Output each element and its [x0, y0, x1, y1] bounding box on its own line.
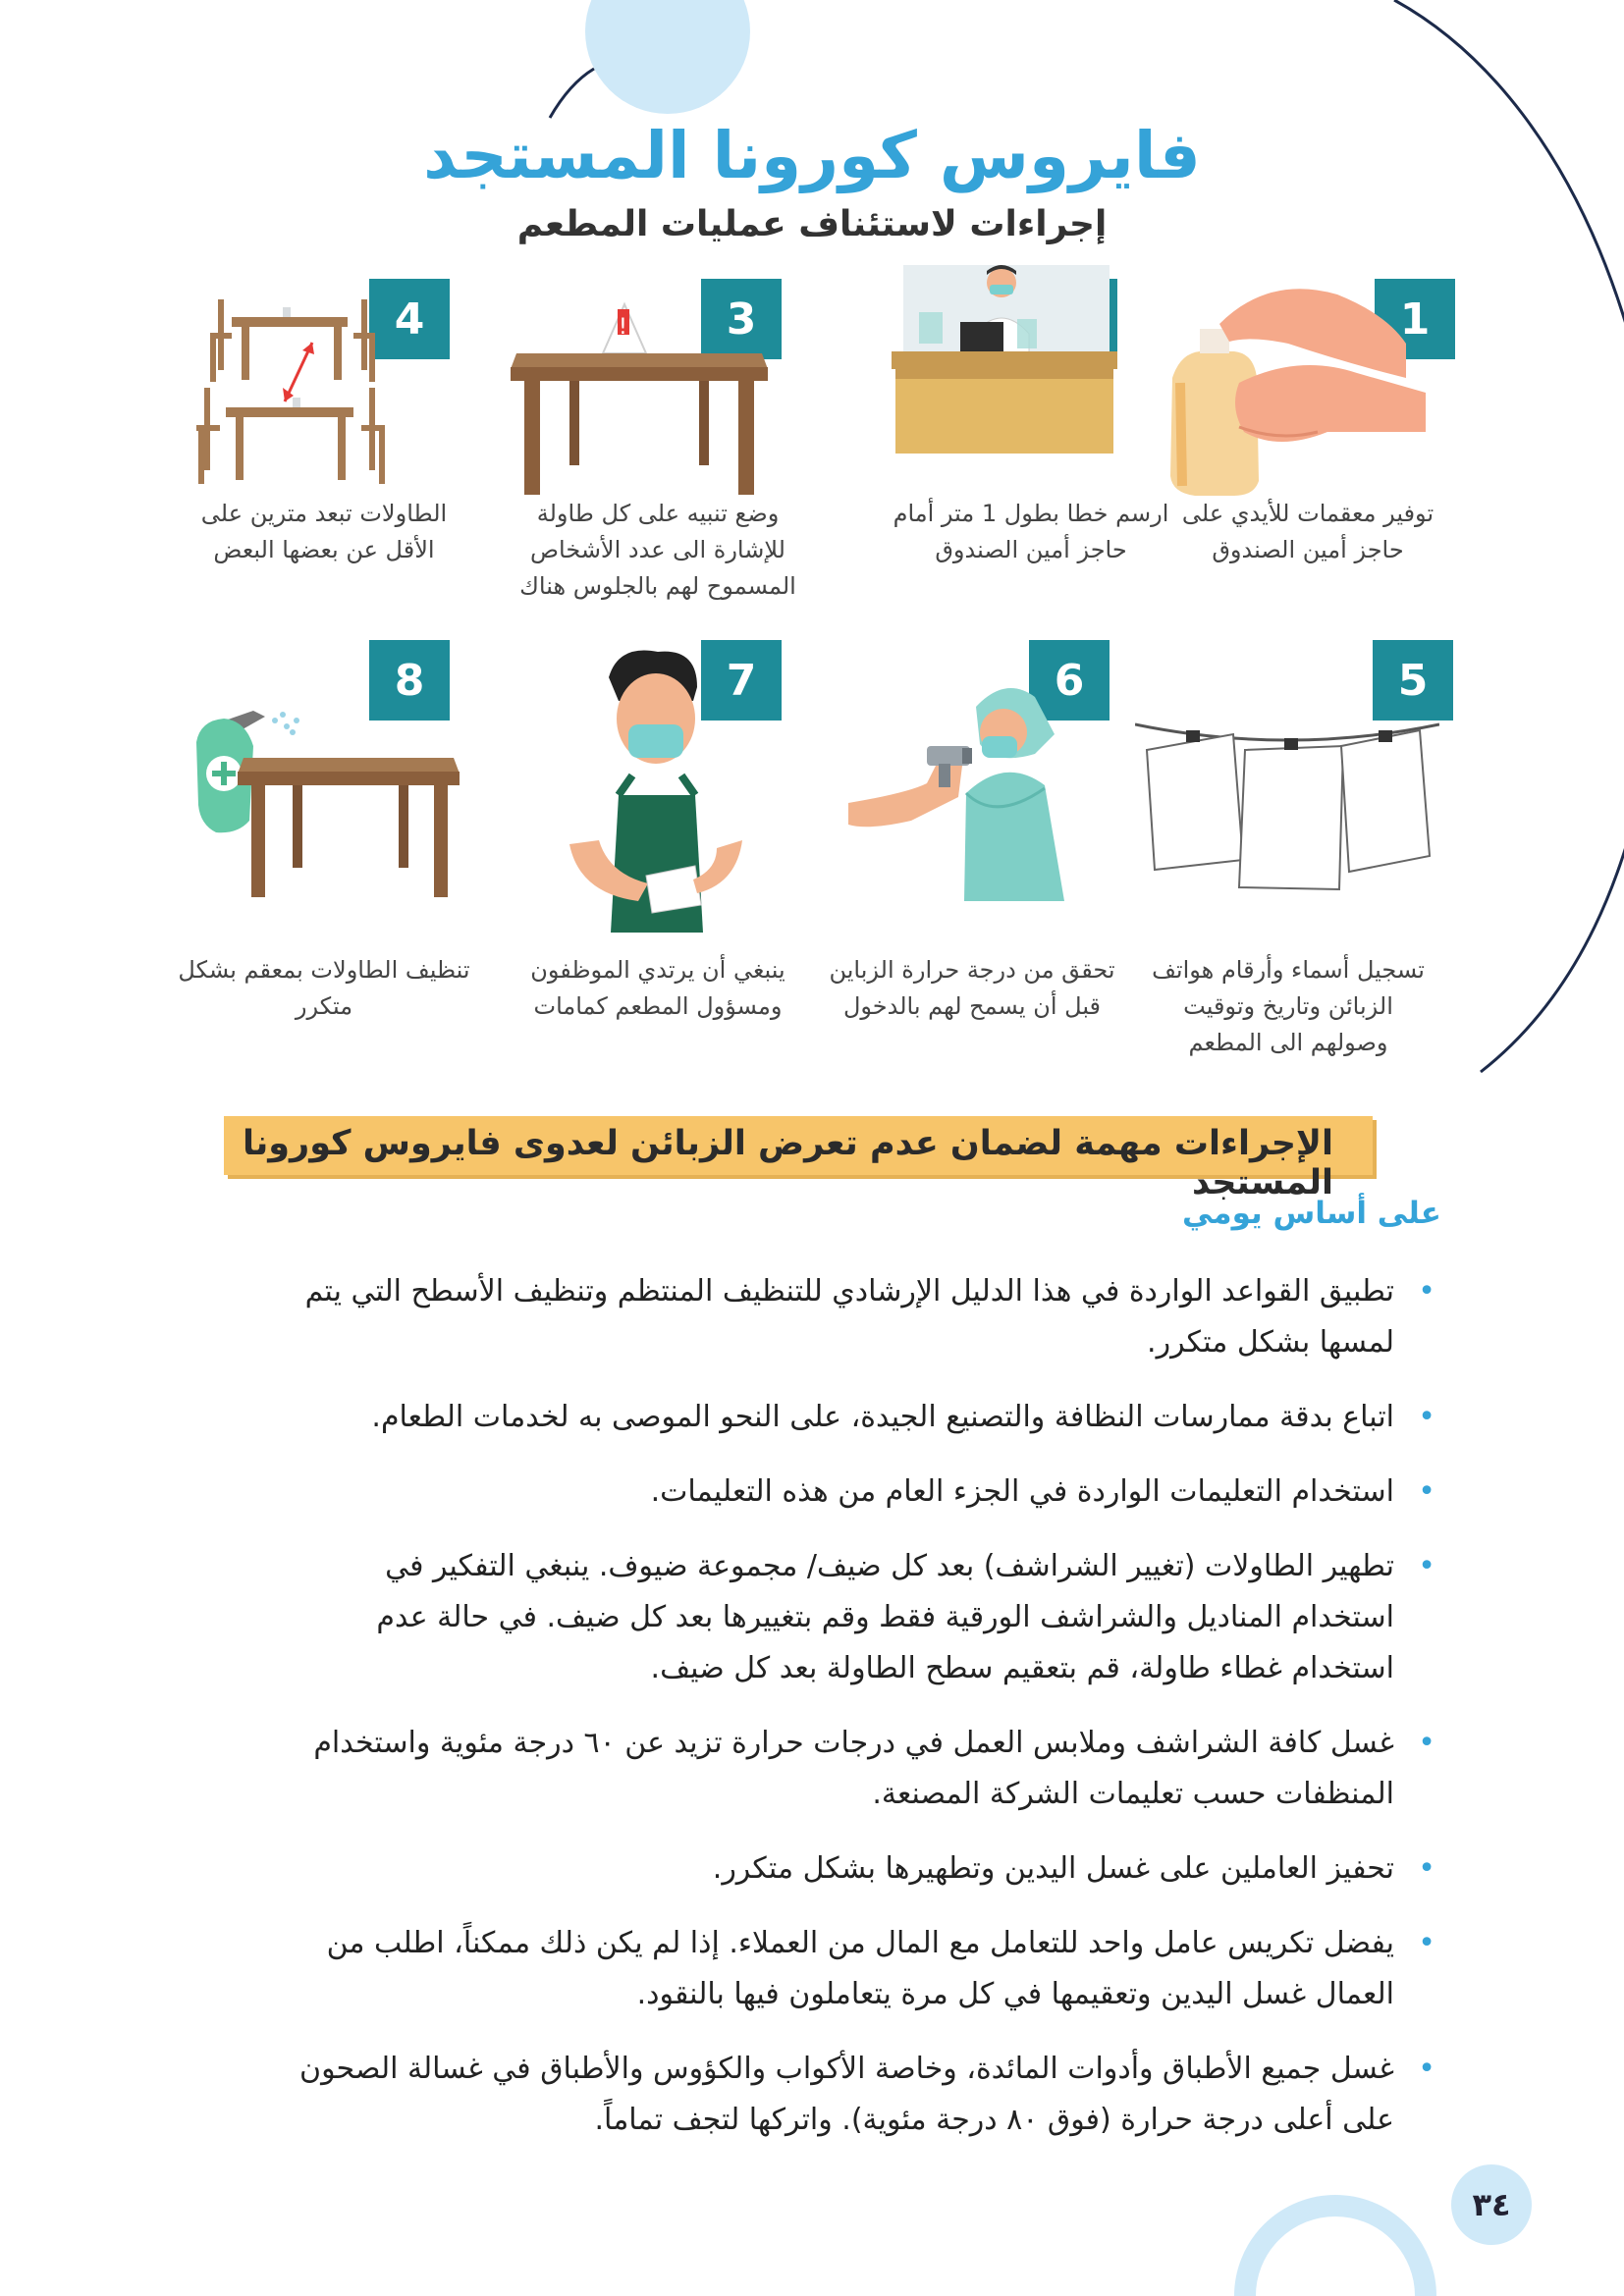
bullet-marker: •: [1418, 1851, 1435, 1886]
step-6: [825, 628, 1119, 1020]
masked-waiter-illustration: [550, 648, 766, 933]
top-circle-decoration: [585, 0, 750, 114]
step-5: [1141, 628, 1435, 1056]
cashier-counter-illustration: [892, 265, 1117, 456]
list-item-text: غسل جميع الأطباق وأدوات المائدة، وخاصة الأكواب والكؤوس والأطباق في غسالة الصحون على أعلى درجة حرارة (فوق ٨٠ درجة مئوية). واتركها لتجف تماماً.: [299, 2052, 1394, 2137]
step-2: [884, 265, 1178, 638]
step-caption: تحقق من درجة حرارة الزباين قبل أن يسمح لهم بالدخول: [829, 956, 1115, 1020]
list-item-text: يفضل تكريس عامل واحد للتعامل مع المال من العملاء. إذا لم يكن ذلك ممكناً، اطلب من العمال غسل اليدين وتعقيمها في كل مرة يتعاملون فيها بالنقود.: [326, 1926, 1394, 2011]
bullet-marker: •: [1418, 1474, 1435, 1509]
list-item: [295, 2044, 1435, 2146]
bullet-marker: •: [1418, 1726, 1435, 1760]
step-1: [1161, 265, 1455, 638]
table-disinfect-illustration: [194, 677, 469, 903]
svg-text:!: !: [619, 315, 627, 340]
step-caption: ينبغي أن يرتدي الموظفون ومسؤول المطعم كمامات: [530, 956, 785, 1020]
step-caption: الطاولات تبعد مترين على الأقل عن بعضها البعض: [200, 500, 448, 563]
bullet-marker: •: [1418, 1274, 1435, 1308]
step-number-badge: 1: [1375, 279, 1455, 359]
daily-measures-list: [295, 1266, 1435, 2169]
step-number-badge: 4: [369, 279, 450, 359]
step-number-badge: 7: [701, 640, 782, 721]
list-item-text: تحفيز العاملين على غسل اليدين وتطهيرها بشكل متكرر.: [712, 1851, 1394, 1886]
list-item-text: تطهير الطاولات (تغيير الشراشف) بعد كل ضيف/ مجموعة ضيوف. ينبغي التفكير في استخدام المناديل والشراشف الورقية فقط وقم بتغييرها بعد كل ضيف. في حالة عدم استخدام غطاء طاولة، قم بتعقيم سطح الطاولة بعد كل ضيف.: [376, 1549, 1394, 1685]
step-caption: وضع تنبيه على كل طاولة للإشارة الى عدد الأشخاص المسموح لهم بالجلوس هناك: [519, 500, 796, 600]
hand-sanitizer-illustration: [1161, 285, 1426, 496]
banner-text: الإجراءات مهمة لضمان عدم تعرض الزبائن لعدوى فايروس كورونا المستجد: [243, 1124, 1333, 1202]
step-4: [177, 265, 471, 638]
list-item: [295, 1392, 1435, 1443]
table-sign-illustration: [511, 275, 776, 501]
bullet-marker: •: [1418, 1400, 1435, 1434]
list-item: [295, 1718, 1435, 1820]
temperature-check-illustration: [848, 675, 1094, 911]
list-item: [295, 1918, 1435, 2020]
top-arc-line-decoration: [550, 69, 594, 118]
page-subtitle: إجراءات لاستئناف عمليات المطعم: [516, 204, 1108, 244]
page-number: ٣٤: [1451, 2164, 1532, 2245]
page-title: فايروس كورونا المستجد: [423, 118, 1201, 193]
step-8: [177, 628, 471, 1020]
step-caption: تسجيل أسماء وأرقام هواتف الزبائن وتاريخ وتوقيت وصولهم الى المطعم: [1152, 956, 1425, 1056]
step-number-badge: 8: [369, 640, 450, 721]
step-number-badge: 3: [701, 279, 782, 359]
distanced-tables-illustration: [196, 299, 393, 496]
list-item-text: اتباع بدقة ممارسات النظافة والتصنيع الجيدة، على النحو الموصى به لخدمات الطعام.: [371, 1400, 1394, 1434]
bottom-ring-decoration: [1245, 2206, 1426, 2296]
step-caption: تنظيف الطاولات بمعقم بشكل متكرر: [178, 956, 470, 1020]
bullet-marker: •: [1418, 2052, 1435, 2086]
step-caption: توفير معقمات للأيدي على حاجز أمين الصندوق: [1181, 500, 1435, 563]
list-item-text: تطبيق القواعد الواردة في هذا الدليل الإرشادي للتنظيف المنتظم وتنظيف الأسطح التي يتم لمسها بشكل متكرر.: [304, 1274, 1394, 1360]
step-caption: ارسم خطا بطول 1 متر أمام حاجز أمين الصندوق: [893, 500, 1169, 563]
step-7: [511, 628, 805, 1020]
step-number-badge: 5: [1373, 640, 1453, 721]
list-item-text: غسل كافة الشراشف وملابس العمل في درجات حرارة تزيد عن ٦٠ درجة مئوية واستخدام المنظفات حسب تعليمات الشركة المصنعة.: [313, 1726, 1394, 1811]
list-item: [295, 1843, 1435, 1895]
list-item-text: استخدام التعليمات الواردة في الجزء العام من هذه التعليمات.: [650, 1474, 1394, 1509]
bullet-marker: •: [1418, 1926, 1435, 1960]
list-item: [295, 1541, 1435, 1694]
list-item: [295, 1467, 1435, 1518]
important-measures-banner: [224, 1116, 1373, 1202]
bullet-marker: •: [1418, 1549, 1435, 1583]
section-heading: على أساس يومي: [1182, 1196, 1441, 1231]
paper-records-illustration: [1135, 717, 1439, 903]
list-item: [295, 1266, 1435, 1368]
step-3: [511, 265, 805, 638]
step-number-badge: 6: [1029, 640, 1110, 721]
